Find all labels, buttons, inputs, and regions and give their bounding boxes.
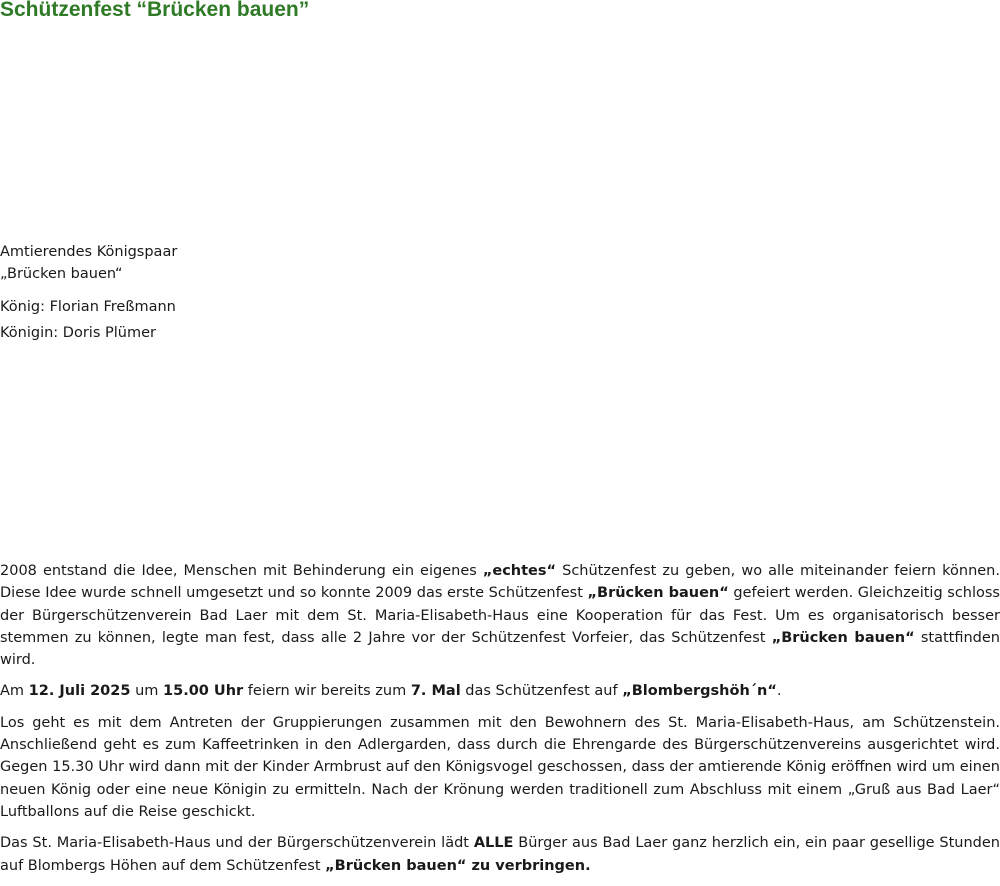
koenigin-name: Königin: Doris Plümer xyxy=(0,325,156,341)
koenigspaar-block xyxy=(0,241,177,344)
koenigspaar-heading: Amtierendes Königspaar xyxy=(0,244,178,260)
koenig-name: König: Florian Freßmann xyxy=(0,299,176,315)
page-title: Schützenfest “Brücken bauen” xyxy=(0,0,310,21)
koenigspaar-subheading: „Brücken bauen“ xyxy=(0,266,123,282)
paragraph-program: Los geht es mit dem Antreten der Gruppierungen zusammen mit den Bewohnern des St. Maria-Elisabeth-Haus, am Schützenstein. Anschließend geht es zum Kaffeetrinken in den Adlergarden, dass durch die Ehrengarde des Bürgerschützenvereins ausgerichtet wird. Gegen 15.30 Uhr wird dann mit der Kinder Armbrust auf den Königsvogel geschossen, dass der amtierende König eröffnen wird um einen neuen König oder eine neue Königin zu ermitteln. Nach der Krönung werden traditionell zum Abschluss mit einem „Gruß aus Bad Laer“ Luftballons auf die Reise geschickt. xyxy=(0,714,1000,820)
paragraph-date: Am 12. Juli 2025 um 15.00 Uhr feiern wir bereits zum 7. Mal das Schützenfest auf „Blombergshöh´n“. xyxy=(0,683,782,700)
paragraph-invitation: Das St. Maria-Elisabeth-Haus und der Bürgerschützenverein lädt ALLE Bürger aus Bad Laer ganz herzlich ein, ein paar gesellige Stunden auf Blombergs Höhen auf dem Schützenfest „Brücken bauen“ zu verbringen. xyxy=(0,835,1000,874)
paragraph-history: 2008 entstand die Idee, Menschen mit Behinderung ein eigenes „echtes“ Schützenfest zu geben, wo alle miteinander feiern können. Diese Idee wurde schnell umgesetzt und so konnte 2009 das erste Schützenfest „Brücken bauen“ gefeiert werden. Gleichzeitig schloss der Bürgerschützenverein Bad Laer mit dem St. Maria-Elisabeth-Haus eine Kooperation für das Fest. Um es organisatorisch besser stemmen zu können, legte man fest, dass alle 2 Jahre vor der Schützenfest Vorfeier, das Schützenfest „Brücken bauen“ stattfinden wird. xyxy=(0,563,1000,669)
main-text xyxy=(0,560,1000,886)
